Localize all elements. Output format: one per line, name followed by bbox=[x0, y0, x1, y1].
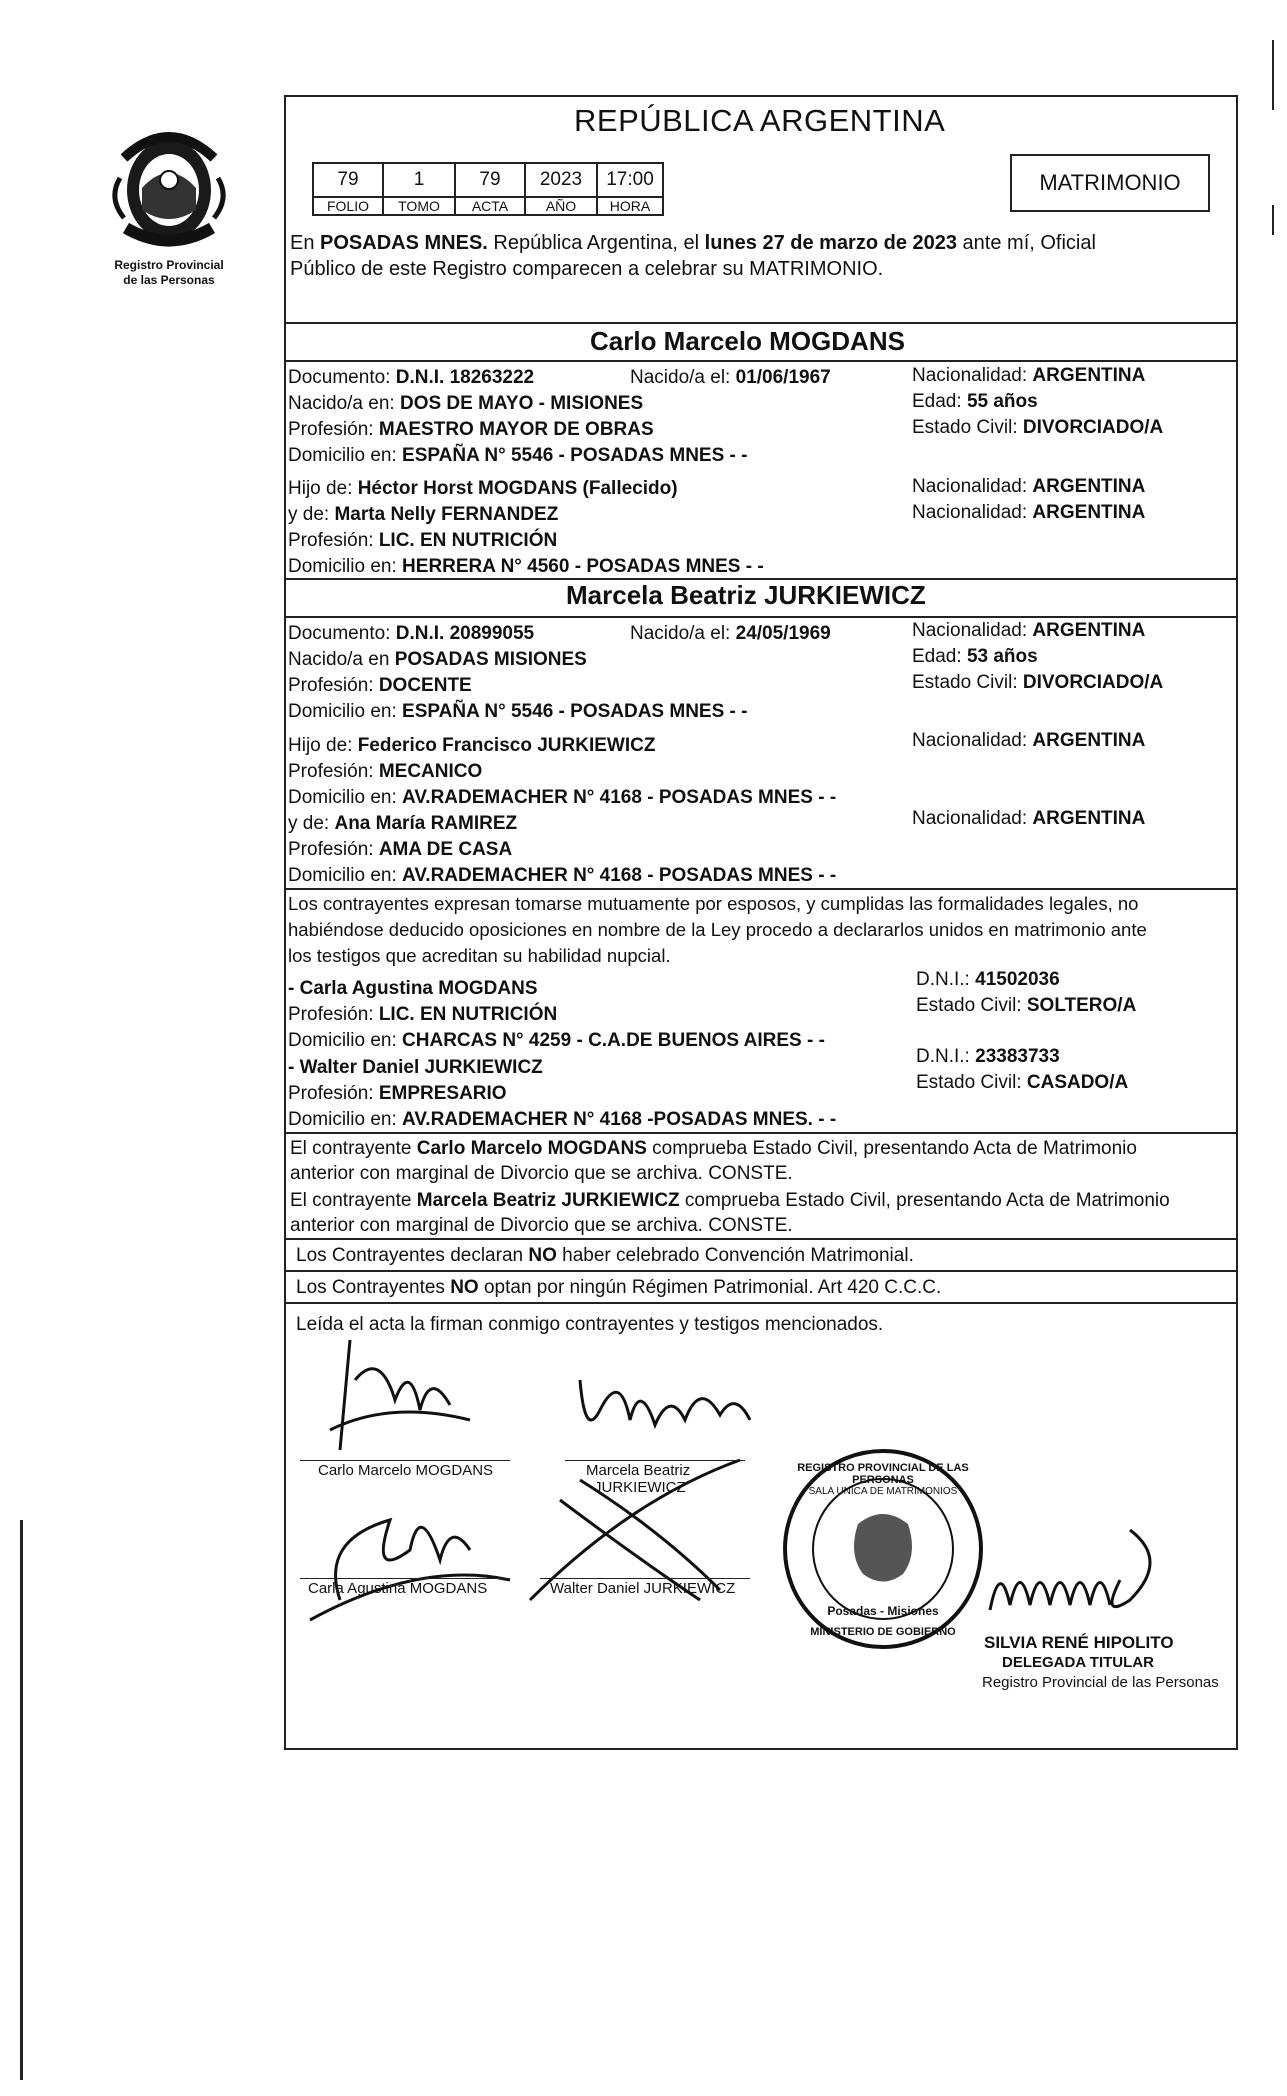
declaration-line-3: los testigos que acreditan su habilidad nupcial. bbox=[288, 945, 671, 966]
spouse1-address: Domicilio en: ESPAÑA N° 5546 - POSADAS MNES - - bbox=[288, 445, 748, 466]
stamp-inner-text: SALA UNICA DE MATRIMONIOS bbox=[808, 1486, 958, 1497]
spouse2-name: Marcela Beatriz JURKIEWICZ bbox=[566, 580, 926, 610]
spouse2-father-address: Domicilio en: AV.RADEMACHER N° 4168 - POSADAS MNES - - bbox=[288, 787, 837, 808]
spouse2-marital-status: Estado Civil: DIVORCIADO/A bbox=[912, 672, 1164, 693]
country-title: REPÚBLICA ARGENTINA bbox=[574, 103, 946, 138]
signature-witness2: Walter Daniel JURKIEWICZ bbox=[550, 1580, 736, 1597]
hour-value: 17:00 bbox=[596, 162, 664, 198]
witness1-dni: D.N.I.: 41502036 bbox=[916, 969, 1060, 990]
coat-of-arms-icon bbox=[104, 118, 234, 258]
hour-label: HORA bbox=[596, 196, 664, 216]
registry-logo bbox=[104, 118, 234, 287]
spouse1-mother: y de: Marta Nelly FERNANDEZ bbox=[288, 504, 559, 525]
patrimonial-regime-note: Los Contrayentes NO optan por ningún Régimen Patrimonial. Art 420 C.C.C. bbox=[296, 1277, 942, 1298]
registry-stamp bbox=[778, 1444, 988, 1654]
year-value: 2023 bbox=[524, 162, 598, 198]
spouse1-mother-address: Domicilio en: HERRERA N° 4560 - POSADAS MNES - - bbox=[288, 556, 764, 577]
stamp-city-text: Posadas - Misiones bbox=[827, 1604, 939, 1618]
intro-line-2: Público de este Registro comparecen a celebrar su MATRIMONIO. bbox=[290, 258, 884, 280]
witness2-dni: D.N.I.: 23383733 bbox=[916, 1046, 1060, 1067]
registry-name-line2: de las Personas bbox=[123, 273, 215, 287]
spouse2-nationality: Nacionalidad: ARGENTINA bbox=[912, 620, 1146, 641]
acta-value: 79 bbox=[454, 162, 526, 198]
signature-spouse2-line-1: Marcela Beatriz bbox=[586, 1462, 691, 1479]
stamp-outer-text: REGISTRO PROVINCIAL DE LAS PERSONAS bbox=[797, 1462, 969, 1486]
declaration-line-2: habiéndose deducido oposiciones en nombre de la Ley procedo a declararlos unidos en matrimonio ante bbox=[288, 919, 1147, 940]
act-type-box: MATRIMONIO bbox=[1010, 154, 1210, 212]
registry-name-line1: Registro Provincial bbox=[114, 258, 224, 272]
spouse1-father: Hijo de: Héctor Horst MOGDANS (Fallecido) bbox=[288, 478, 678, 499]
witness1-address: Domicilio en: CHARCAS N° 4259 - C.A.DE BUENOS AIRES - - bbox=[288, 1030, 825, 1051]
note-spouse2-line-2: anterior con marginal de Divorcio que se archiva. CONSTE. bbox=[290, 1215, 793, 1236]
acta-label: ACTA bbox=[454, 196, 526, 216]
year-label: AÑO bbox=[524, 196, 598, 216]
note-spouse1-line-2: anterior con marginal de Divorcio que se archiva. CONSTE. bbox=[290, 1163, 793, 1184]
spouse2-address: Domicilio en: ESPAÑA N° 5546 - POSADAS MNES - - bbox=[288, 701, 748, 722]
closing-statement: Leída el acta la firman conmigo contrayentes y testigos mencionados. bbox=[296, 1314, 884, 1335]
witness1-profession: Profesión: LIC. EN NUTRICIÓN bbox=[288, 1004, 558, 1025]
spouse2-age: Edad: 53 años bbox=[912, 646, 1038, 667]
spouse1-name: Carlo Marcelo MOGDANS bbox=[590, 326, 905, 356]
official-signature-scribble bbox=[980, 1520, 1180, 1640]
spouse2-profession: Profesión: DOCENTE bbox=[288, 675, 472, 696]
official-organization: Registro Provincial de las Personas bbox=[982, 1674, 1219, 1691]
spouse1-mother-nationality: Nacionalidad: ARGENTINA bbox=[912, 502, 1146, 523]
witness2-address: Domicilio en: AV.RADEMACHER N° 4168 -POSADAS MNES. - - bbox=[288, 1109, 837, 1130]
witness1-name: - Carla Agustina MOGDANS bbox=[288, 978, 538, 999]
note-spouse1-line-1: El contrayente Carlo Marcelo MOGDANS comprueba Estado Civil, presentando Acta de Matrimonio bbox=[290, 1138, 1137, 1159]
spouse2-birthplace: Nacido/a en POSADAS MISIONES bbox=[288, 649, 587, 670]
signature-scribble-1 bbox=[300, 1320, 500, 1460]
spouse2-birthdate: Nacido/a el: 24/05/1969 bbox=[630, 623, 831, 644]
spouse2-father: Hijo de: Federico Francisco JURKIEWICZ bbox=[288, 735, 656, 756]
spouse2-mother-address: Domicilio en: AV.RADEMACHER N° 4168 - POSADAS MNES - - bbox=[288, 865, 837, 886]
spouse1-father-nationality: Nacionalidad: ARGENTINA bbox=[912, 476, 1146, 497]
folio-value: 79 bbox=[312, 162, 384, 198]
official-role: DELEGADA TITULAR bbox=[1002, 1654, 1154, 1671]
note-spouse2-line-1: El contrayente Marcela Beatriz JURKIEWICZ comprueba Estado Civil, presentando Acta de Matrimonio bbox=[290, 1190, 1170, 1211]
signature-spouse1: Carlo Marcelo MOGDANS bbox=[318, 1462, 494, 1479]
spouse2-father-profession: Profesión: MECANICO bbox=[288, 761, 483, 782]
spouse1-birthplace: Nacido/a en: DOS DE MAYO - MISIONES bbox=[288, 393, 644, 414]
signature-spouse2-line-2: JURKIEWICZ bbox=[594, 1479, 686, 1496]
witness2-name: - Walter Daniel JURKIEWICZ bbox=[288, 1057, 543, 1078]
witness2-marital-status: Estado Civil: CASADO/A bbox=[916, 1072, 1129, 1093]
spouse1-age: Edad: 55 años bbox=[912, 391, 1038, 412]
tomo-value: 1 bbox=[382, 162, 456, 198]
spouse1-marital-status: Estado Civil: DIVORCIADO/A bbox=[912, 417, 1164, 438]
witness2-profession: Profesión: EMPRESARIO bbox=[288, 1083, 507, 1104]
spouse2-mother-nationality: Nacionalidad: ARGENTINA bbox=[912, 808, 1146, 829]
spouse1-birthdate: Nacido/a el: 01/06/1967 bbox=[630, 367, 831, 388]
signature-witness1: Carla Agustina MOGDANS bbox=[308, 1580, 488, 1597]
spouse2-mother-profession: Profesión: AMA DE CASA bbox=[288, 839, 513, 860]
spouse2-documento: Documento: D.N.I. 20899055 bbox=[288, 623, 535, 644]
witness1-marital-status: Estado Civil: SOLTERO/A bbox=[916, 995, 1137, 1016]
folio-label: FOLIO bbox=[312, 196, 384, 216]
stamp-bottom-text: MINISTERIO DE GOBIERNO bbox=[810, 1626, 956, 1638]
spouse1-mother-profession: Profesión: LIC. EN NUTRICIÓN bbox=[288, 530, 558, 551]
spouse2-mother: y de: Ana María RAMIREZ bbox=[288, 813, 518, 834]
spouse1-documento: Documento: D.N.I. 18263222 bbox=[288, 367, 535, 388]
convention-note: Los Contrayentes declaran NO haber celebrado Convención Matrimonial. bbox=[296, 1245, 914, 1266]
spouse2-father-nationality: Nacionalidad: ARGENTINA bbox=[912, 730, 1146, 751]
intro-line-1: En POSADAS MNES. República Argentina, el lunes 27 de marzo de 2023 ante mí, Oficial bbox=[290, 232, 1096, 254]
declaration-line-1: Los contrayentes expresan tomarse mutuamente por esposos, y cumplidas las formalidades legales, no bbox=[288, 893, 1139, 914]
official-name: SILVIA RENÉ HIPOLITO bbox=[984, 1633, 1174, 1652]
tomo-label: TOMO bbox=[382, 196, 456, 216]
spouse1-profession: Profesión: MAESTRO MAYOR DE OBRAS bbox=[288, 419, 654, 440]
spouse1-nationality: Nacionalidad: ARGENTINA bbox=[912, 365, 1146, 386]
